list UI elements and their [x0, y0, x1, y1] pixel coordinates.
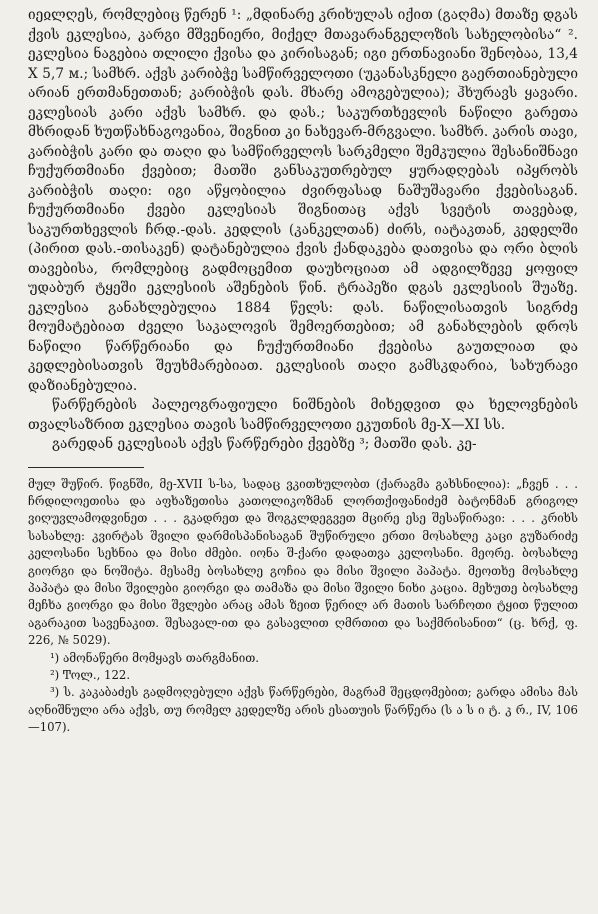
footnote-separator: [28, 467, 144, 468]
paragraph-church-description: იეჲლღეს, რომლებიც წერენ ¹: „მდინარე კრიხულას იქით (გაღმა) მთაზე დგას ქვის ეკლესია, კარგი მშვენიერი, მიქელ მთავარანგელოზის სახელობისა“ ². ეკლესია ნაგებია თლილი ქვისა და კირისაგან; იგი ერთნავიანი შენობაა, 13,4 X 5,7 м.; სამხრ. აქვს კარიბჭე სამწირველოთი (უკანასკნელი გაერთიანებული არიან ერთმანეთთან; კარიბჭის დას. მხარე ამოგებულია); ჰხურავს ყავარი. ეკლესიას კარი აქვს სამხრ. და დას.; საკურთხევლის ნაწილი გარეთა მხრიდან ხუთწახნაგოვანია, შიგნით კი ნახევარ-მრგვალი. სამხრ. კარის თავი, კარიბჭის კარი და თაღი და სამწირველოს სარკმელი შემკულია შესანიშნავი ჩუქურთმიანი ქვებით; მათში განსაკუთრებულ ყურადღებას იპყრობს კარიბჭის თაღი: იგი აწყობილია ძვირფასად ნაშუშავარი ქვებისაგან. ჩუქურთმიანი ქვები ეკლესიას შიგნითაც აქვს სვეტის თავებად, საკურთხევლის ჩრდ.-დას. კედლის (კანკელთან) ძირს, იატაკთან, კედელში (პირით დას.-თისაკენ) დატანებულია ქვის ქანდაკება დათვისა და ორი ბლის თავებისა, რომლებიც გადმოცემით დაუხოციათ ამ ადგილზევე ყოფილ უდაბურ ტყეში ეკლესიის აშენების წინ. ტრაპეზი დგას ეკლესიის შუაზე. ეკლესია განახლებულია 1884 წელს: დას. ნაწილისათვის სიგრძე მოუმატებიათ ძველი საკალოვის შემოერთებით; ამ განახლების დროს ნაწილი წარწერიანი და ჩუქურთმიანი ქვებისა გაუთლიათ და კედლებისათვის შეუხმარებიათ. ეკლესიის თაღი გამსკდარია, სახურავი დაზიანებულია.: [28, 7, 578, 394]
footnotes: [28, 476, 578, 737]
footnote-3: ³) ს. კაკაბაძეს გადმოღებული აქვს წარწერები, მაგრამ შეცდომებით; გარდა ამისა მას აღნიშნული არა აქვს, თუ რომელ კედელზე არის ესათუის წარწერა (ს ა ს ი ტ. კ რ., IV, 106—107).: [28, 685, 578, 735]
footnote-1: ¹) ამონაწერი მომყავს თარგმანით.: [50, 650, 260, 665]
footnote-continuation: მულ შუწირ. წიგნში, მე-XVII ს-სა, სადაც ვკითხულობთ (ქარაგმა გახსნილია): „ჩვენ . . . ჩრდილოეთისა და აფხაზეთისა კათოლიკოზმან ლორთქიფანიძემ ბატონმან გრიგოლ ვიღუვლამოდვინეთ . . . გკადრეთ და შოგკლდეგვეთ მცირე ესე შესაწირავი: . . . კრიხს სასახლე: კვირტას შვილი დარმისპანისაგან შუწირული ერთი მოსახლე კაცი გუზარიძე კელოსანი სეხნია და მისი ძმები. იონა შ-ქარი დადათვა კელოსანი. მეორე. ბოსახლე გიორგი და ნოშიტა. მესამე ბოსახლე გოჩია და მისი შვილი პაპატა. მეოთხე მოსახლე პაპატა და მისი შვილები გიორგი და თამაზა და მისი შვილი ნიხი კაცია. მეხუთე ბოსახლე მეჩხა გიორგი და მისი შვლები არაც ამას ზეით წერილ არ მათის სარჩოთი ტყით წულით აგარაკით სავენაკით. შესავალ-ით და გასავლით ღმრთით და საქმრისანით“ (ც. ხრქ, ფ. 226, № 5029).: [28, 476, 578, 648]
main-text: [28, 6, 578, 455]
paragraph-inscriptions: გარედან ეკლესიას აქვს წარწერები ქვებზე ³; მათში დას. კე-: [52, 436, 477, 452]
paragraph-dating: წარწერების პალეოგრაფიული ნიშნების მიხედვით და ხელოვნების თვალსაზრით ეკლესია თავის სამწირველოთი ეკუთნის მე-X—XI სს.: [28, 397, 578, 433]
footnote-2: ²) Ͳოლ., 122.: [50, 667, 131, 682]
